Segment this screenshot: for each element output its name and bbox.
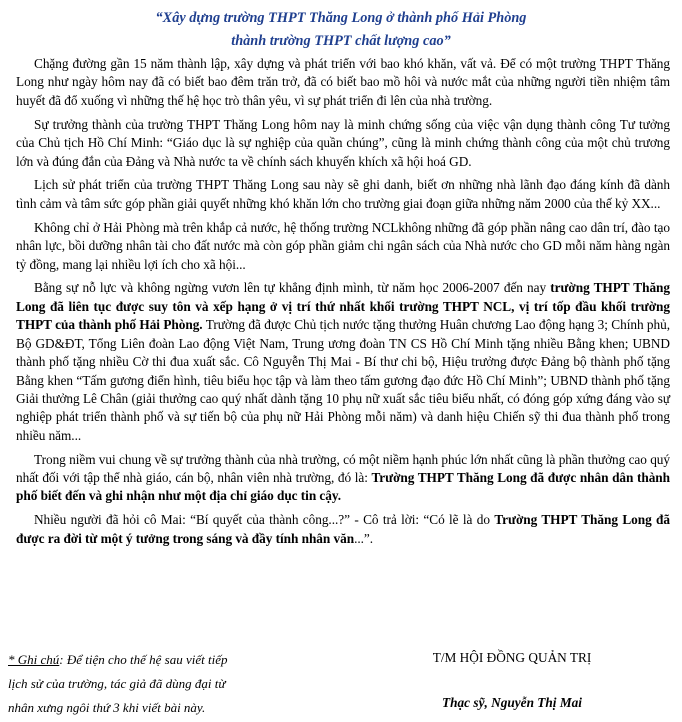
paragraph-6-bold: Trường THPT Thăng Long đã được nhân dân thành phố biết đến và ghi nhận như một địa chỉ giáo dục tin cậy. [16, 470, 670, 504]
paragraph-1: Chặng đường gần 15 năm thành lập, xây dựng và phát triển với bao khó khăn, vất vả. Để có một trường THPT Thăng Long như ngày hôm nay đã có biết bao đêm trăn trở, đã có biết bao mồ hôi và nước mắt của những người tiền nhiệm tâm huyết đã đổ xuống vì những thế hệ học trò thân yêu, vì sự phát triển đi lên của nhà trường. [16, 56, 670, 108]
paragraph-4: Không chỉ ở Hải Phòng mà trên khắp cả nước, hệ thống trường NCLkhông những đã góp phần nâng cao dân trí, đào tạo nhân lực, bồi dưỡng nhân tài cho đất nước mà còn góp phần giảm chi ngân sách của Nhà nước cho GD mỗi năm hàng ngàn tỷ đồng, mang lại nhiều lợi ích cho xã hội... [16, 219, 670, 272]
paragraph-7-bold: Trường THPT Thăng Long đã được ra đời từ một ý tưởng trong sáng và đầy tính nhân văn [16, 512, 670, 546]
paragraph-6-text-a: Trong niềm vui chung về sự trưởng thành của nhà trường, có một niềm hạnh phúc lớn nhất cũng là phần thưởng cao quý nhất đối với tập thể nhà giáo, cán bộ, nhân viên nhà trường, đó là: [16, 451, 670, 486]
paragraph-7-text-a: Nhiều người đã hỏi cô Mai: “Bí quyết của thành công...?” - Cô trả lời: “Có lẽ là do [34, 512, 495, 528]
paragraph-5-bold: trường THPT Thăng Long đã liên tục được suy tôn và xếp hạng ở vị trí thứ nhất khối trường THPT NCL, vị trí tốp đầu khối trường THPT của thành phố Hải Phòng. [16, 280, 670, 333]
signer-organization: T/M HỘI ĐỒNG QUẢN TRỊ [432, 650, 592, 665]
author-note-line-2: lịch sử của trường, tác giả đã dùng đại từ [8, 676, 226, 691]
note-line-1-text: : Để tiện cho thế hệ sau viết tiếp [59, 652, 228, 667]
article-body [16, 55, 670, 554]
paragraph-6 [16, 451, 670, 506]
paragraph-7 [16, 511, 670, 548]
title-line-1: “Xây dựng trường THPT Thăng Long ở thành phố Hải Phòng [155, 10, 527, 26]
paragraph-7-text-c: ...”. [354, 530, 374, 546]
paragraph-3: Lịch sử phát triển của trường THPT Thăng Long sau này sẽ ghi danh, biết ơn những nhà lãnh đạo đáng kính đã dành tình cảm và tâm sức góp phần giải quyết những khó khăn lớn cho trường giai đoạn giữa những năm 2000 của thế kỷ XX... [16, 177, 670, 211]
note-label: * Ghi chú [8, 652, 60, 667]
author-note [8, 648, 308, 720]
paragraph-5-text-c: Trường đã được Chủ tịch nước tặng thưởng Huân chương Lao động hạng 3; Chính phủ, Bộ GD&ĐT, Tổng Liên đoàn Lao động Việt Nam, Trung ương đoàn TN CS Hồ Chí Minh tặng nhiều Bằng khen; UBND thành phố tặng nhiều Cờ thi đua xuất sắc. Cô Nguyễn Thị Mai - Bí thư chi bộ, Hiệu trưởng được Đảng bộ thành phố tặng Bằng khen “Tấm gương điển hình, tiêu biểu học tập và làm theo tấm gương đạo đức Hồ Chí Minh”; UBND thành phố tặng Giải thưởng Lê Chân (giải thưởng cao quý nhất dành tặng 10 phụ nữ xuất sắc tiêu biểu nhất, có đóng góp xứng đáng vào sự nghiệp phát triển thành phố và sự tiến bộ của phụ nữ Hải Phòng mỗi năm) và danh hiệu Chiến sỹ thi đua thành phố trong nhiều năm... [16, 317, 670, 443]
signer-name: Thạc sỹ, Nguyễn Thị Mai [442, 695, 582, 710]
paragraph-5 [16, 279, 670, 445]
paragraph-5-text-a: Bằng sự nỗ lực và không ngừng vươn lên tự khẳng định mình, từ năm học 2006-2007 đến nay [34, 280, 551, 296]
author-note-line-1 [8, 648, 308, 672]
paragraph-2: Sự trưởng thành của trường THPT Thăng Long hôm nay là minh chứng sống của việc vận dụng thành công Tư tưởng của Chủ tịch Hồ Chí Minh: “Giáo dục là sự nghiệp của quần chúng”, cũng là minh chứng thành công của một chủ trương lớn và đúng đắn của Đảng và Nhà nước ta về chính sách khuyến khích xã hội hoá GD. [16, 116, 670, 169]
title-line-2: thành trường THPT chất lượng cao” [231, 33, 451, 49]
author-note-line-3: nhân xưng ngôi thứ 3 khi viết bài này. [8, 700, 206, 715]
